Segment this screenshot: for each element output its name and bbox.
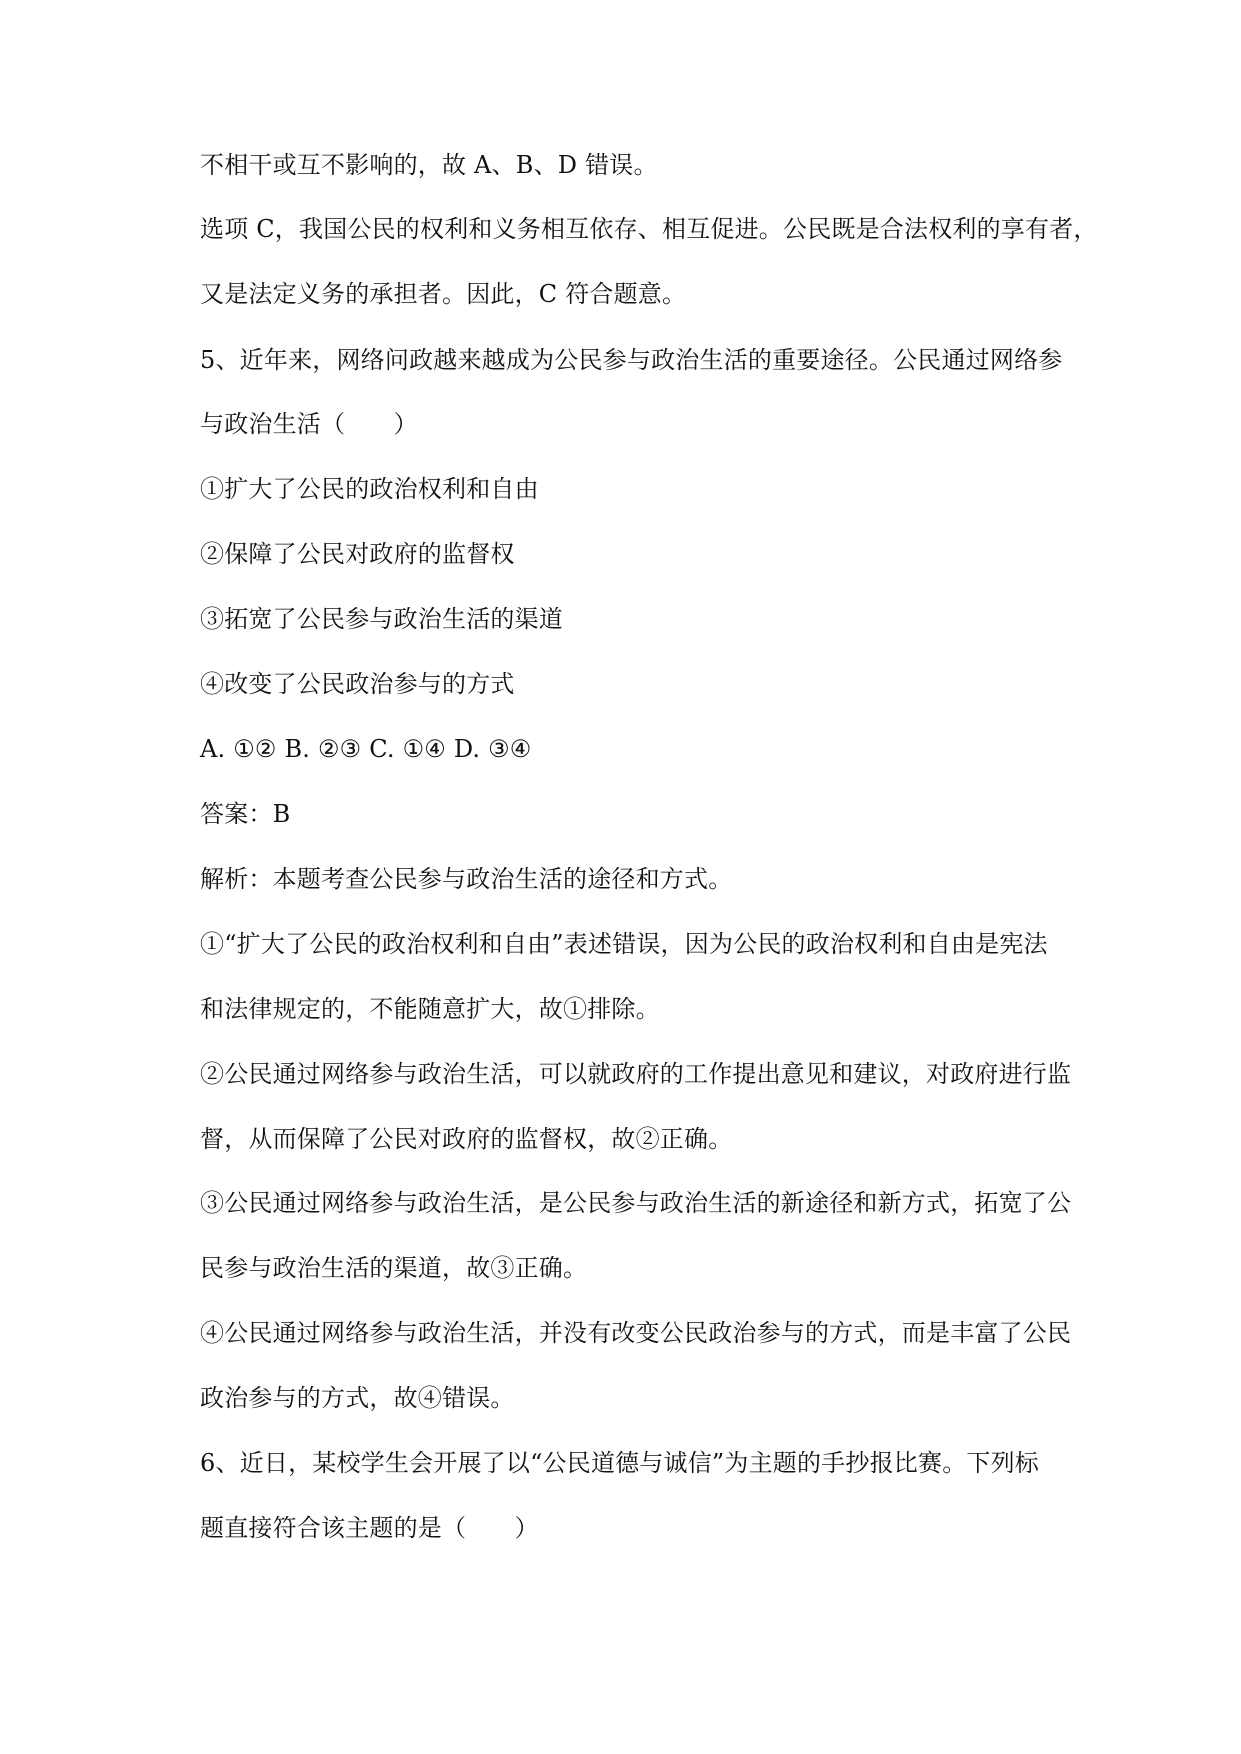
question-6-stem: 题直接符合该主题的是（ ）	[200, 1514, 539, 1542]
text-line: 又是法定义务的承担者。因此，C 符合题意。	[200, 280, 687, 308]
text-line: 选项 C，我国公民的权利和义务相互依存、相互促进。公民既是合法权利的享有者，	[200, 215, 1098, 243]
question-5-analysis: 督，从而保障了公民对政府的监督权，故②正确。	[200, 1125, 733, 1153]
question-5-options: A. ①② B. ②③ C. ①④ D. ③④	[200, 735, 532, 763]
question-5-analysis: 政治参与的方式，故④错误。	[200, 1384, 515, 1412]
question-5-answer: 答案：B	[200, 800, 291, 828]
question-5-stem: 5、近年来，网络问政越来越成为公民参与政治生活的重要途径。公民通过网络参	[200, 346, 1063, 374]
question-5-analysis: ④公民通过网络参与政治生活，并没有改变公民政治参与的方式，而是丰富了公民	[200, 1319, 1072, 1347]
text-line: 不相干或互不影响的，故 A、B、D 错误。	[200, 151, 658, 179]
question-5-analysis: ③公民通过网络参与政治生活，是公民参与政治生活的新途径和新方式，拓宽了公	[200, 1189, 1072, 1217]
question-5-item-1: ①扩大了公民的政治权利和自由	[200, 475, 539, 503]
question-5-analysis: 解析：本题考查公民参与政治生活的途径和方式。	[200, 865, 733, 893]
question-5-item-3: ③拓宽了公民参与政治生活的渠道	[200, 605, 563, 633]
question-5-analysis: 民参与政治生活的渠道，故③正确。	[200, 1254, 588, 1282]
question-5-item-4: ④改变了公民政治参与的方式	[200, 670, 515, 698]
question-5-analysis: 和法律规定的，不能随意扩大，故①排除。	[200, 995, 660, 1023]
question-5-item-2: ②保障了公民对政府的监督权	[200, 540, 515, 568]
question-5-analysis: ②公民通过网络参与政治生活，可以就政府的工作提出意见和建议，对政府进行监	[200, 1060, 1072, 1088]
question-5-analysis: ①“扩大了公民的政治权利和自由”表述错误，因为公民的政治权利和自由是宪法	[200, 930, 1048, 958]
question-6-stem: 6、近日，某校学生会开展了以“公民道德与诚信”为主题的手抄报比赛。下列标	[200, 1449, 1040, 1477]
question-5-stem: 与政治生活（ ）	[200, 410, 418, 438]
